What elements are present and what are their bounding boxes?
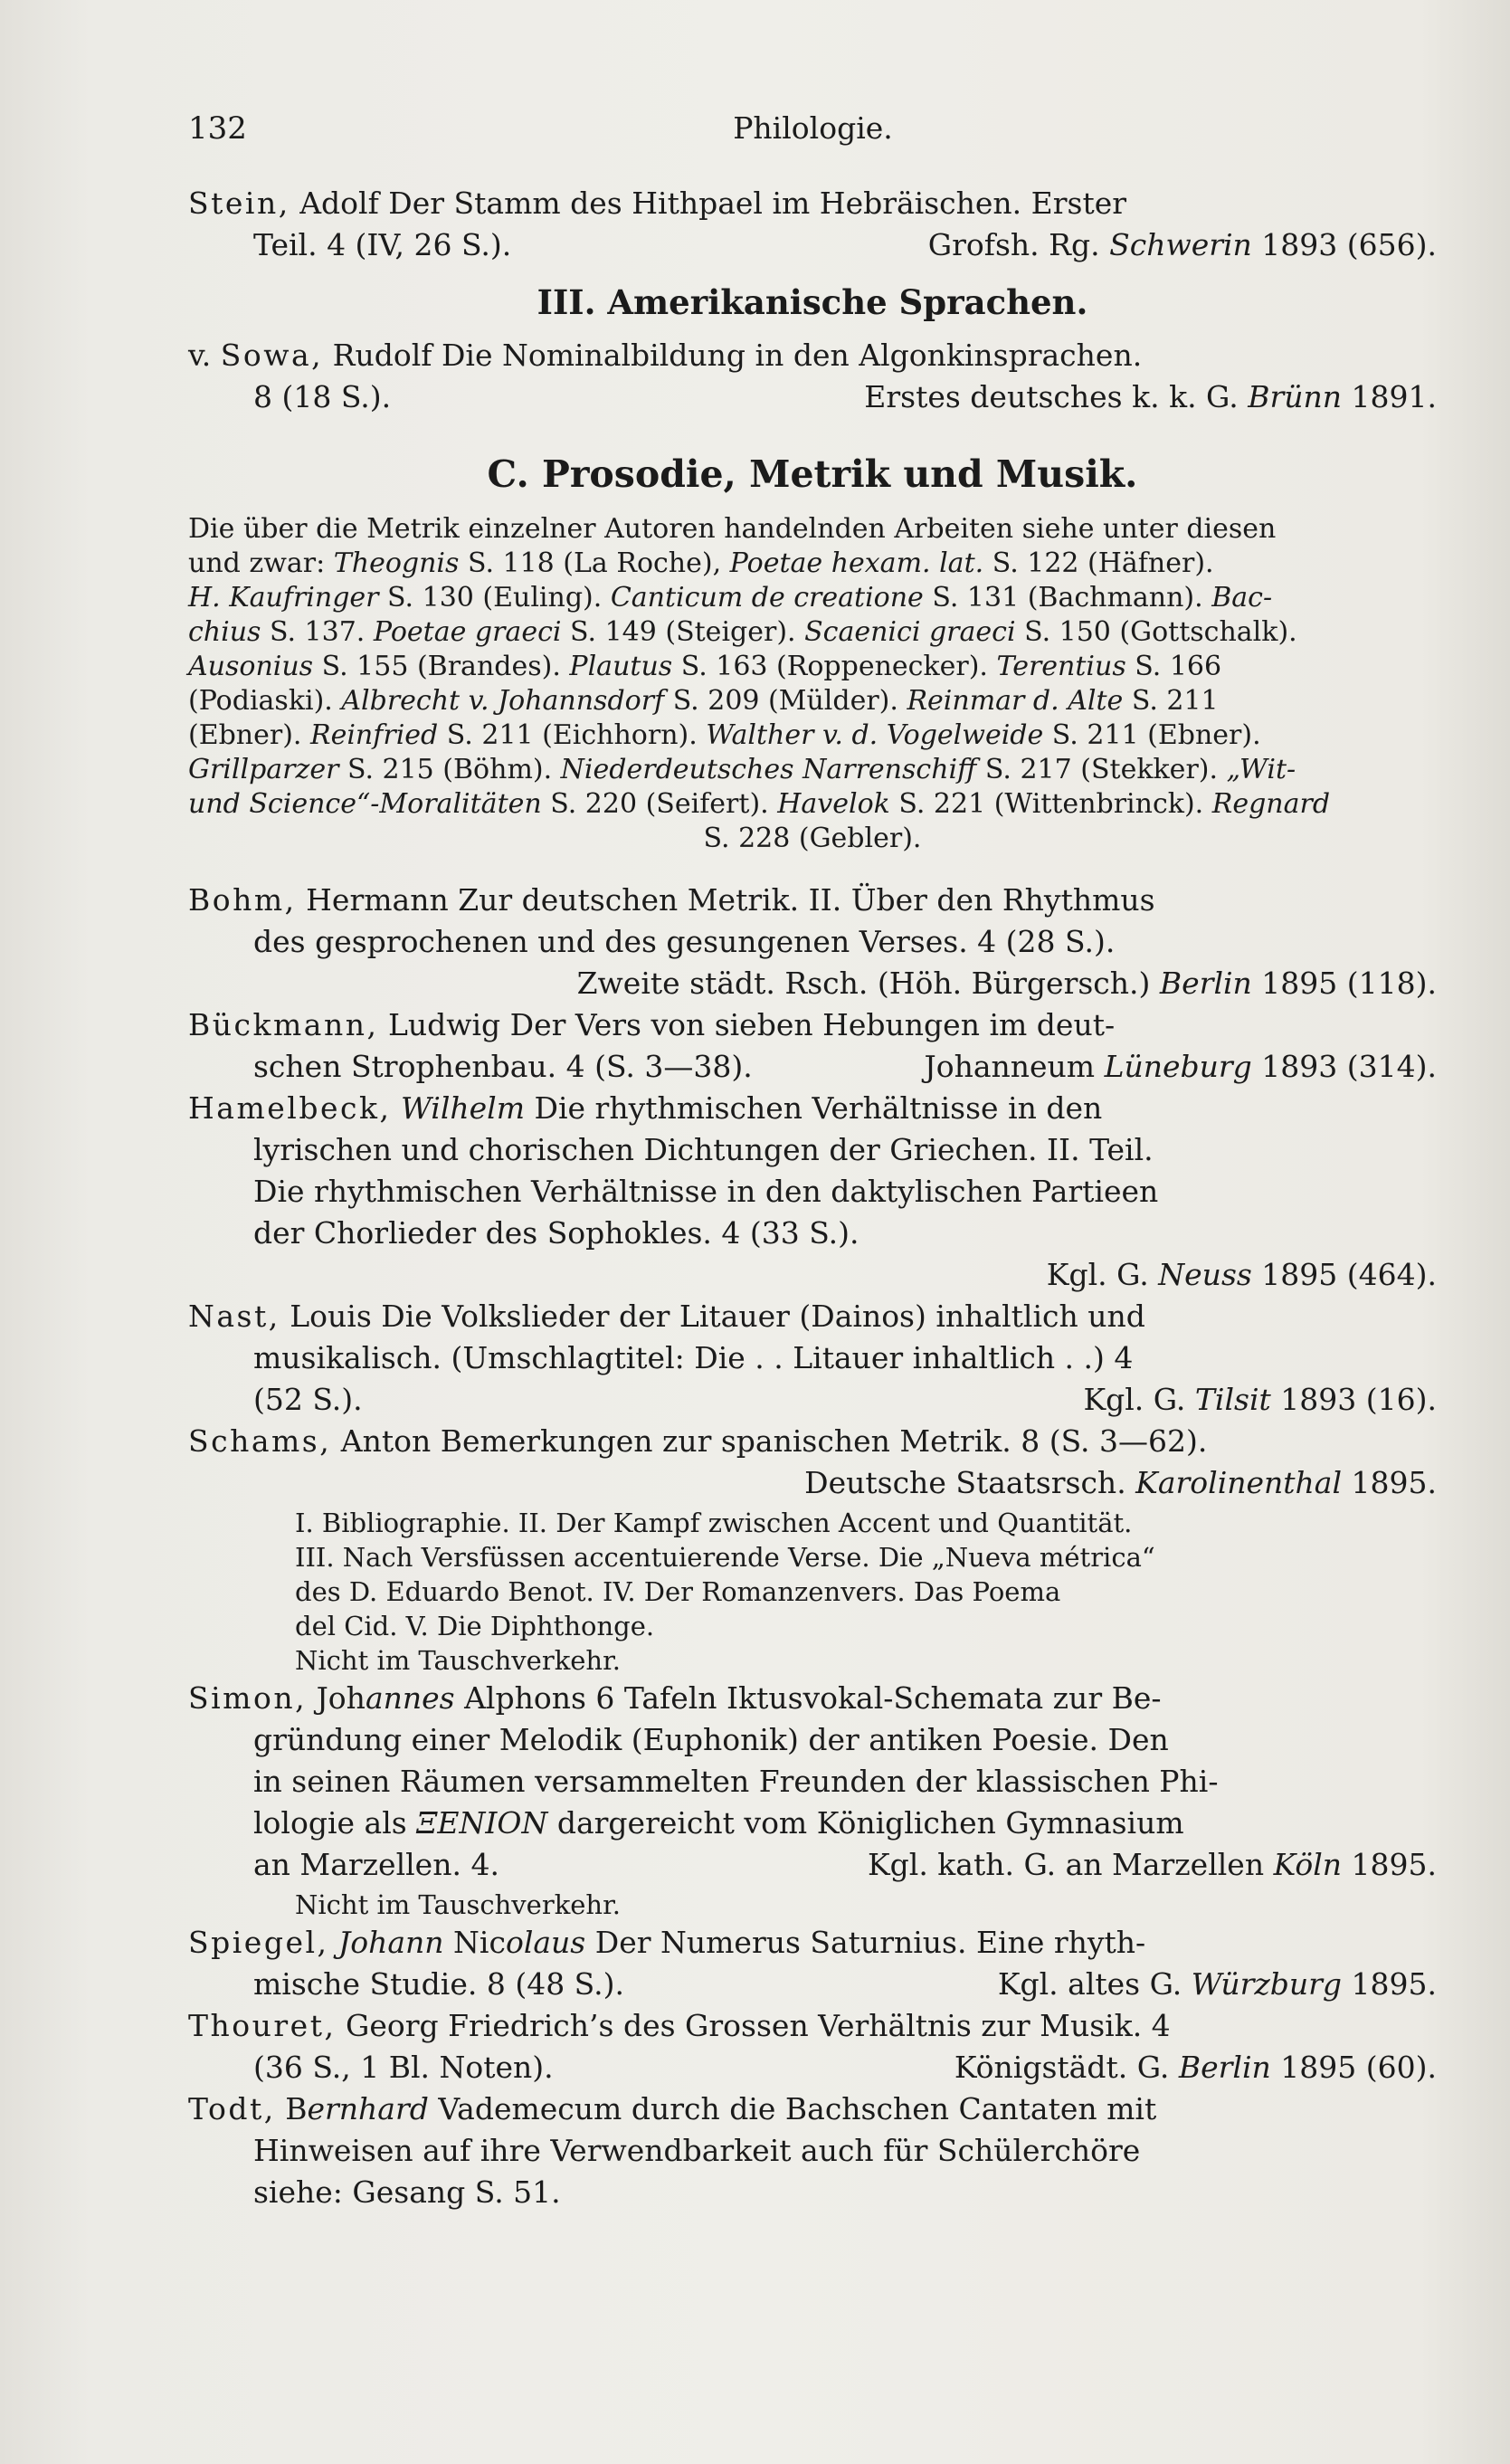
author-name: Nast, (188, 1299, 280, 1334)
author-name: Schams, (188, 1423, 332, 1459)
entry-bohm: Bohm, Hermann Zur deutschen Metrik. II. Über den Rhythmus des gesprochenen und des gesungenen Verses. 4 (28 S.). Zweite städt. Rsch. (Höh. Bürgersch.) Berlin 1895 (118). (188, 882, 1437, 1001)
section-title-prosodie: C. Prosodie, Metrik und Musik. (487, 452, 1138, 496)
entry-schams: Schams, Anton Bemerkungen zur spanischen Metrik. 8 (S. 3—62). Deutsche Staatsrsch. Karolinenthal 1895. I. Bibliographie. II. Der Kampf zwischen Accent und Quantität. III. Nach Versfüssen accentuierende Verse. Die „Nueva métrica“ des D. Eduardo Benot. IV. Der Romanzenvers. Das Poema del Cid. V. Die Diphthonge. Nicht im Tauschverkehr. (188, 1423, 1437, 1676)
entry-sowa: v. Sowa, Rudolf Die Nominalbildung in den Algonkinsprachen. 8 (18 S.). Erstes deutsches k. k. G. Brünn 1891. (188, 338, 1437, 414)
entry-todt: Todt, Bernhard Vademecum durch die Bachschen Cantaten mit Hinweisen auf ihre Verwendbarkeit auch für Schülerchöre siehe: Gesang S. 51. (188, 2091, 1157, 2210)
entry-stein: Stein, Adolf Der Stamm des Hithpael im Hebräischen. Erster Teil. 4 (IV, 26 S.). Grofsh. Rg. Schwerin 1893 (656). (188, 186, 1437, 262)
author-name: Todt, (188, 2091, 276, 2126)
entry-hamelbeck: Hamelbeck, Wilhelm Die rhythmischen Verhältnisse in den lyrischen und chorischen Dichtungen der Griechen. II. Teil. Die rhythmischen Verhältnisse in den daktylischen Partieen der Chorlieder des Sophokles. 4 (33 S.). Kgl. G. Neuss 1895 (464). (188, 1090, 1437, 1292)
author-name: Simon, (188, 1680, 308, 1716)
author-name: Stein, (188, 186, 290, 221)
entry-spiegel: Spiegel, Johann Nicolaus Der Numerus Saturnius. Eine rhyth- mische Studie. 8 (48 S.). Kgl. altes G. Würzburg 1895. (188, 1925, 1437, 2002)
cross-reference-note: Die über die Metrik einzelner Autoren handelnden Arbeiten siehe unter diesen und zwar: Theognis S. 118 (La Roche), Poetae hexam. lat. S. 122 (Häfner). H. Kaufringer S. 130 (Euling). Canticum de creatione S. 131 (Bachmann). Bac- chius S. 137. Poetae graeci S. 149 (Steiger). Scaenici graeci S. 150 (Gottschalk). Ausonius S. 155 (Brandes). Plautus S. 163 (Roppenecker). Terentius S. 166 (Podiaski). Albrecht v. Johannsdorf S. 209 (Mülder). Reinmar d. Alte S. 211 (Ebner). Reinfried S. 211 (Eichhorn). Walther v. d. Vogelweide S. 211 (Ebner). Grillparzer S. 215 (Böhm). Niederdeutsches Narrenschiff S. 217 (Stekker). „Wit- und Science“-Moralitäten S. 220 (Seifert). Havelok S. 221 (Wittenbrinck). Regnard S. 228 (Gebler). (188, 513, 1331, 854)
section-title-amerikanische: III. Amerikanische Sprachen. (537, 282, 1088, 322)
author-name: Sowa, (220, 338, 324, 373)
entry-bueckmann: Bückmann, Ludwig Der Vers von sieben Hebungen im deut- schen Strophenbau. 4 (S. 3—38). Johanneum Lüneburg 1893 (314). (188, 1007, 1437, 1084)
author-name: Thouret, (188, 2008, 337, 2043)
page-content (188, 183, 1437, 2213)
entry-thouret: Thouret, Georg Friedrich’s des Grossen Verhältnis zur Musik. 4 (36 S., 1 Bl. Noten). Königstädt. G. Berlin 1895 (60). (188, 2008, 1437, 2085)
running-head: Philologie. (733, 110, 893, 146)
contents-note: I. Bibliographie. II. Der Kampf zwischen Accent und Quantität. III. Nach Versfüssen accentuierende Verse. Die „Nueva métrica“ des D. Eduardo Benot. IV. Der Romanzenvers. Das Poema del Cid. V. Die Diphthonge. Nicht im Tauschverkehr. (295, 1508, 1155, 1676)
author-name: Hamelbeck, (188, 1090, 392, 1126)
author-name: Bückmann, (188, 1007, 379, 1042)
entry-nast: Nast, Louis Die Volkslieder der Litauer (Dainos) inhaltlich und musikalisch. (Umschlagtitel: Die . . Litauer inhaltlich . .) 4 (52 S.). Kgl. G. Tilsit 1893 (16). (188, 1299, 1437, 1417)
page-number: 132 (188, 110, 247, 147)
page-header (188, 110, 1438, 156)
entry-simon: Simon, Johannes Alphons 6 Tafeln Iktusvokal-Schemata zur Be- gründung einer Melodik (Euphonik) der antiken Poesie. Den in seinen Räumen versammelten Freunden der klassischen Phi- lologie als ΞENION dargereicht vom Königlichen Gymnasium an Marzellen. 4. Kgl. kath. G. an Marzellen Köln 1895. Nicht im Tauschverkehr. (188, 1680, 1437, 1920)
exchange-note: Nicht im Tauschverkehr. (295, 1889, 622, 1920)
author-name: Bohm, (188, 882, 297, 918)
author-name: Spiegel, (188, 1925, 329, 1960)
